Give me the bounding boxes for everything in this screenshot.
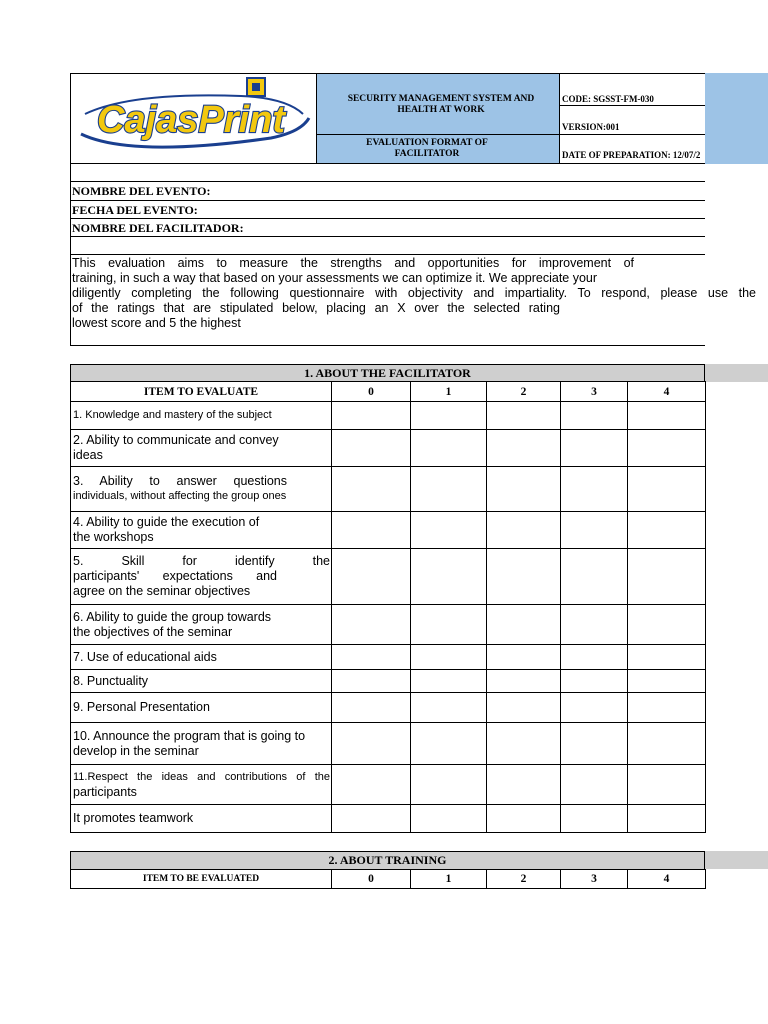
rating-0-header: 0	[332, 870, 411, 889]
rating-cell[interactable]	[628, 605, 706, 645]
rating-cell[interactable]	[411, 402, 487, 430]
rating-cell[interactable]	[332, 723, 411, 765]
header-fill	[705, 73, 768, 164]
table-row	[71, 430, 706, 467]
form-title: EVALUATION FORMAT OF FACILITATOR	[366, 138, 488, 159]
rating-cell[interactable]	[332, 805, 411, 833]
system-title: SECURITY MANAGEMENT SYSTEM AND HEALTH AT WORK	[347, 94, 535, 115]
rating-3-header: 3	[561, 870, 628, 889]
rating-cell[interactable]	[411, 512, 487, 549]
table-row	[71, 765, 706, 805]
rating-cell[interactable]	[487, 765, 561, 805]
rating-cell[interactable]	[628, 467, 706, 512]
rating-cell[interactable]	[487, 430, 561, 467]
training-table	[70, 869, 706, 889]
event-date-label: FECHA DEL EVENTO:	[72, 203, 198, 217]
rating-cell[interactable]	[411, 693, 487, 723]
rating-cell[interactable]	[561, 430, 628, 467]
logo-cell	[70, 73, 317, 164]
rating-cell[interactable]	[628, 670, 706, 693]
divider	[70, 236, 705, 237]
rating-4-header: 4	[628, 382, 706, 402]
date-cell	[560, 135, 705, 164]
rating-cell[interactable]	[561, 765, 628, 805]
rating-cell[interactable]	[487, 693, 561, 723]
intro-line-1: This evaluation aims to measure the strengths and opportunities for improvement of	[72, 256, 634, 270]
item-label: 1. Knowledge and mastery of the subject	[71, 402, 332, 430]
rating-cell[interactable]	[561, 512, 628, 549]
rating-0-header: 0	[332, 382, 411, 402]
rating-cell[interactable]	[561, 549, 628, 605]
rating-cell[interactable]	[332, 670, 411, 693]
rating-cell[interactable]	[628, 805, 706, 833]
item-label: 11.Respect the ideas and contributions of the participants	[71, 765, 332, 805]
rating-cell[interactable]	[628, 723, 706, 765]
table-row	[71, 605, 706, 645]
table-row	[71, 805, 706, 833]
rating-cell[interactable]	[332, 402, 411, 430]
rating-cell[interactable]	[561, 805, 628, 833]
intro-line-4: of the ratings that are stipulated below, placing an X over the selected rating	[72, 301, 560, 315]
rating-cell[interactable]	[487, 512, 561, 549]
rating-cell[interactable]	[487, 605, 561, 645]
rating-1-header: 1	[411, 382, 487, 402]
rating-cell[interactable]	[628, 645, 706, 670]
table-row	[71, 693, 706, 723]
rating-cell[interactable]	[628, 430, 706, 467]
divider	[70, 218, 705, 219]
section2-title: 2. ABOUT TRAINING	[328, 853, 447, 867]
form-code: CODE: SGSST-FM-030	[562, 94, 654, 104]
rating-3-header: 3	[561, 382, 628, 402]
rating-cell[interactable]	[628, 549, 706, 605]
rating-cell[interactable]	[411, 805, 487, 833]
table-row	[71, 512, 706, 549]
version-cell	[560, 106, 705, 135]
rating-cell[interactable]	[561, 467, 628, 512]
item-label: 7. Use of educational aids	[71, 645, 332, 670]
preparation-date: DATE OF PREPARATION: 12/07/2	[562, 150, 701, 160]
item-header: ITEM TO EVALUATE	[71, 382, 332, 402]
rating-cell[interactable]	[332, 467, 411, 512]
table-header-row	[71, 870, 706, 889]
item-label: 8. Punctuality	[71, 670, 332, 693]
form-version: VERSION:001	[562, 122, 620, 132]
rating-cell[interactable]	[561, 723, 628, 765]
rating-cell[interactable]	[628, 765, 706, 805]
rating-cell[interactable]	[332, 430, 411, 467]
table-row	[71, 549, 706, 605]
rating-cell[interactable]	[487, 549, 561, 605]
rating-cell[interactable]	[411, 430, 487, 467]
item-label: 10. Announce the program that is going to develop in the seminar	[71, 723, 332, 765]
logo-wordmark: CajasPrint	[97, 99, 285, 141]
rating-cell[interactable]	[487, 670, 561, 693]
section1-title: 1. ABOUT THE FACILITATOR	[304, 366, 471, 380]
section2-box	[70, 851, 705, 870]
left-border	[70, 164, 71, 346]
cajasprint-logo	[71, 74, 316, 163]
divider	[70, 254, 705, 255]
rating-1-header: 1	[411, 870, 487, 889]
item-label: 4. Ability to guide the execution of the workshops	[71, 512, 332, 549]
rating-cell[interactable]	[561, 402, 628, 430]
rating-cell[interactable]	[411, 765, 487, 805]
rating-cell[interactable]	[487, 467, 561, 512]
event-name-label: NOMBRE DEL EVENTO:	[72, 184, 211, 198]
intro-line-2: training, in such a way that based on your assessments we can optimize it. We appreciate your	[72, 271, 598, 285]
rating-cell[interactable]	[561, 670, 628, 693]
rating-cell[interactable]	[332, 512, 411, 549]
rating-4-header: 4	[628, 870, 706, 889]
rating-2-header: 2	[487, 382, 561, 402]
rating-cell[interactable]	[561, 645, 628, 670]
rating-cell[interactable]	[487, 645, 561, 670]
intro-line-5: lowest score and 5 the highest	[72, 316, 241, 330]
rating-cell[interactable]	[487, 402, 561, 430]
item-label: 3. Ability to answer questions individuals, without affecting the group ones	[71, 467, 332, 512]
table-row	[71, 723, 706, 765]
item-label: 5. Skill for identify the participants' expectations and agree on the seminar objectives	[71, 549, 332, 605]
rating-cell[interactable]	[332, 605, 411, 645]
rating-cell[interactable]	[561, 605, 628, 645]
section1-box	[70, 364, 705, 382]
form-title-cell	[317, 135, 560, 164]
system-title-cell	[317, 73, 560, 135]
table-row	[71, 467, 706, 512]
table-row	[71, 402, 706, 430]
rating-cell[interactable]	[332, 693, 411, 723]
facilitator-name-label: NOMBRE DEL FACILITADOR:	[72, 221, 244, 235]
rating-2-header: 2	[487, 870, 561, 889]
rating-cell[interactable]	[411, 467, 487, 512]
item-label: It promotes teamwork	[71, 805, 332, 833]
table-row	[71, 670, 706, 693]
rating-cell[interactable]	[628, 402, 706, 430]
item-header: ITEM TO BE EVALUATED	[71, 870, 332, 889]
facilitator-table	[70, 381, 706, 833]
rating-cell[interactable]	[628, 693, 706, 723]
table-header-row	[71, 382, 706, 402]
rating-cell[interactable]	[561, 693, 628, 723]
item-label: 6. Ability to guide the group towards the objectives of the seminar	[71, 605, 332, 645]
rating-cell[interactable]	[332, 765, 411, 805]
rating-cell[interactable]	[332, 645, 411, 670]
rating-cell[interactable]	[487, 723, 561, 765]
code-cell	[560, 73, 705, 106]
rating-cell[interactable]	[411, 549, 487, 605]
rating-cell[interactable]	[628, 512, 706, 549]
divider	[70, 200, 705, 201]
rating-cell[interactable]	[411, 645, 487, 670]
rating-cell[interactable]	[332, 549, 411, 605]
rating-cell[interactable]	[411, 605, 487, 645]
rating-cell[interactable]	[411, 723, 487, 765]
item-label: 2. Ability to communicate and convey ideas	[71, 430, 332, 467]
divider	[70, 181, 705, 182]
rating-cell[interactable]	[487, 805, 561, 833]
intro-line-3: diligently completing the following questionnaire with objectivity and impartiality. To respond, please use the	[72, 286, 756, 300]
item-label: 9. Personal Presentation	[71, 693, 332, 723]
divider	[70, 345, 705, 346]
rating-cell[interactable]	[411, 670, 487, 693]
table-row	[71, 645, 706, 670]
